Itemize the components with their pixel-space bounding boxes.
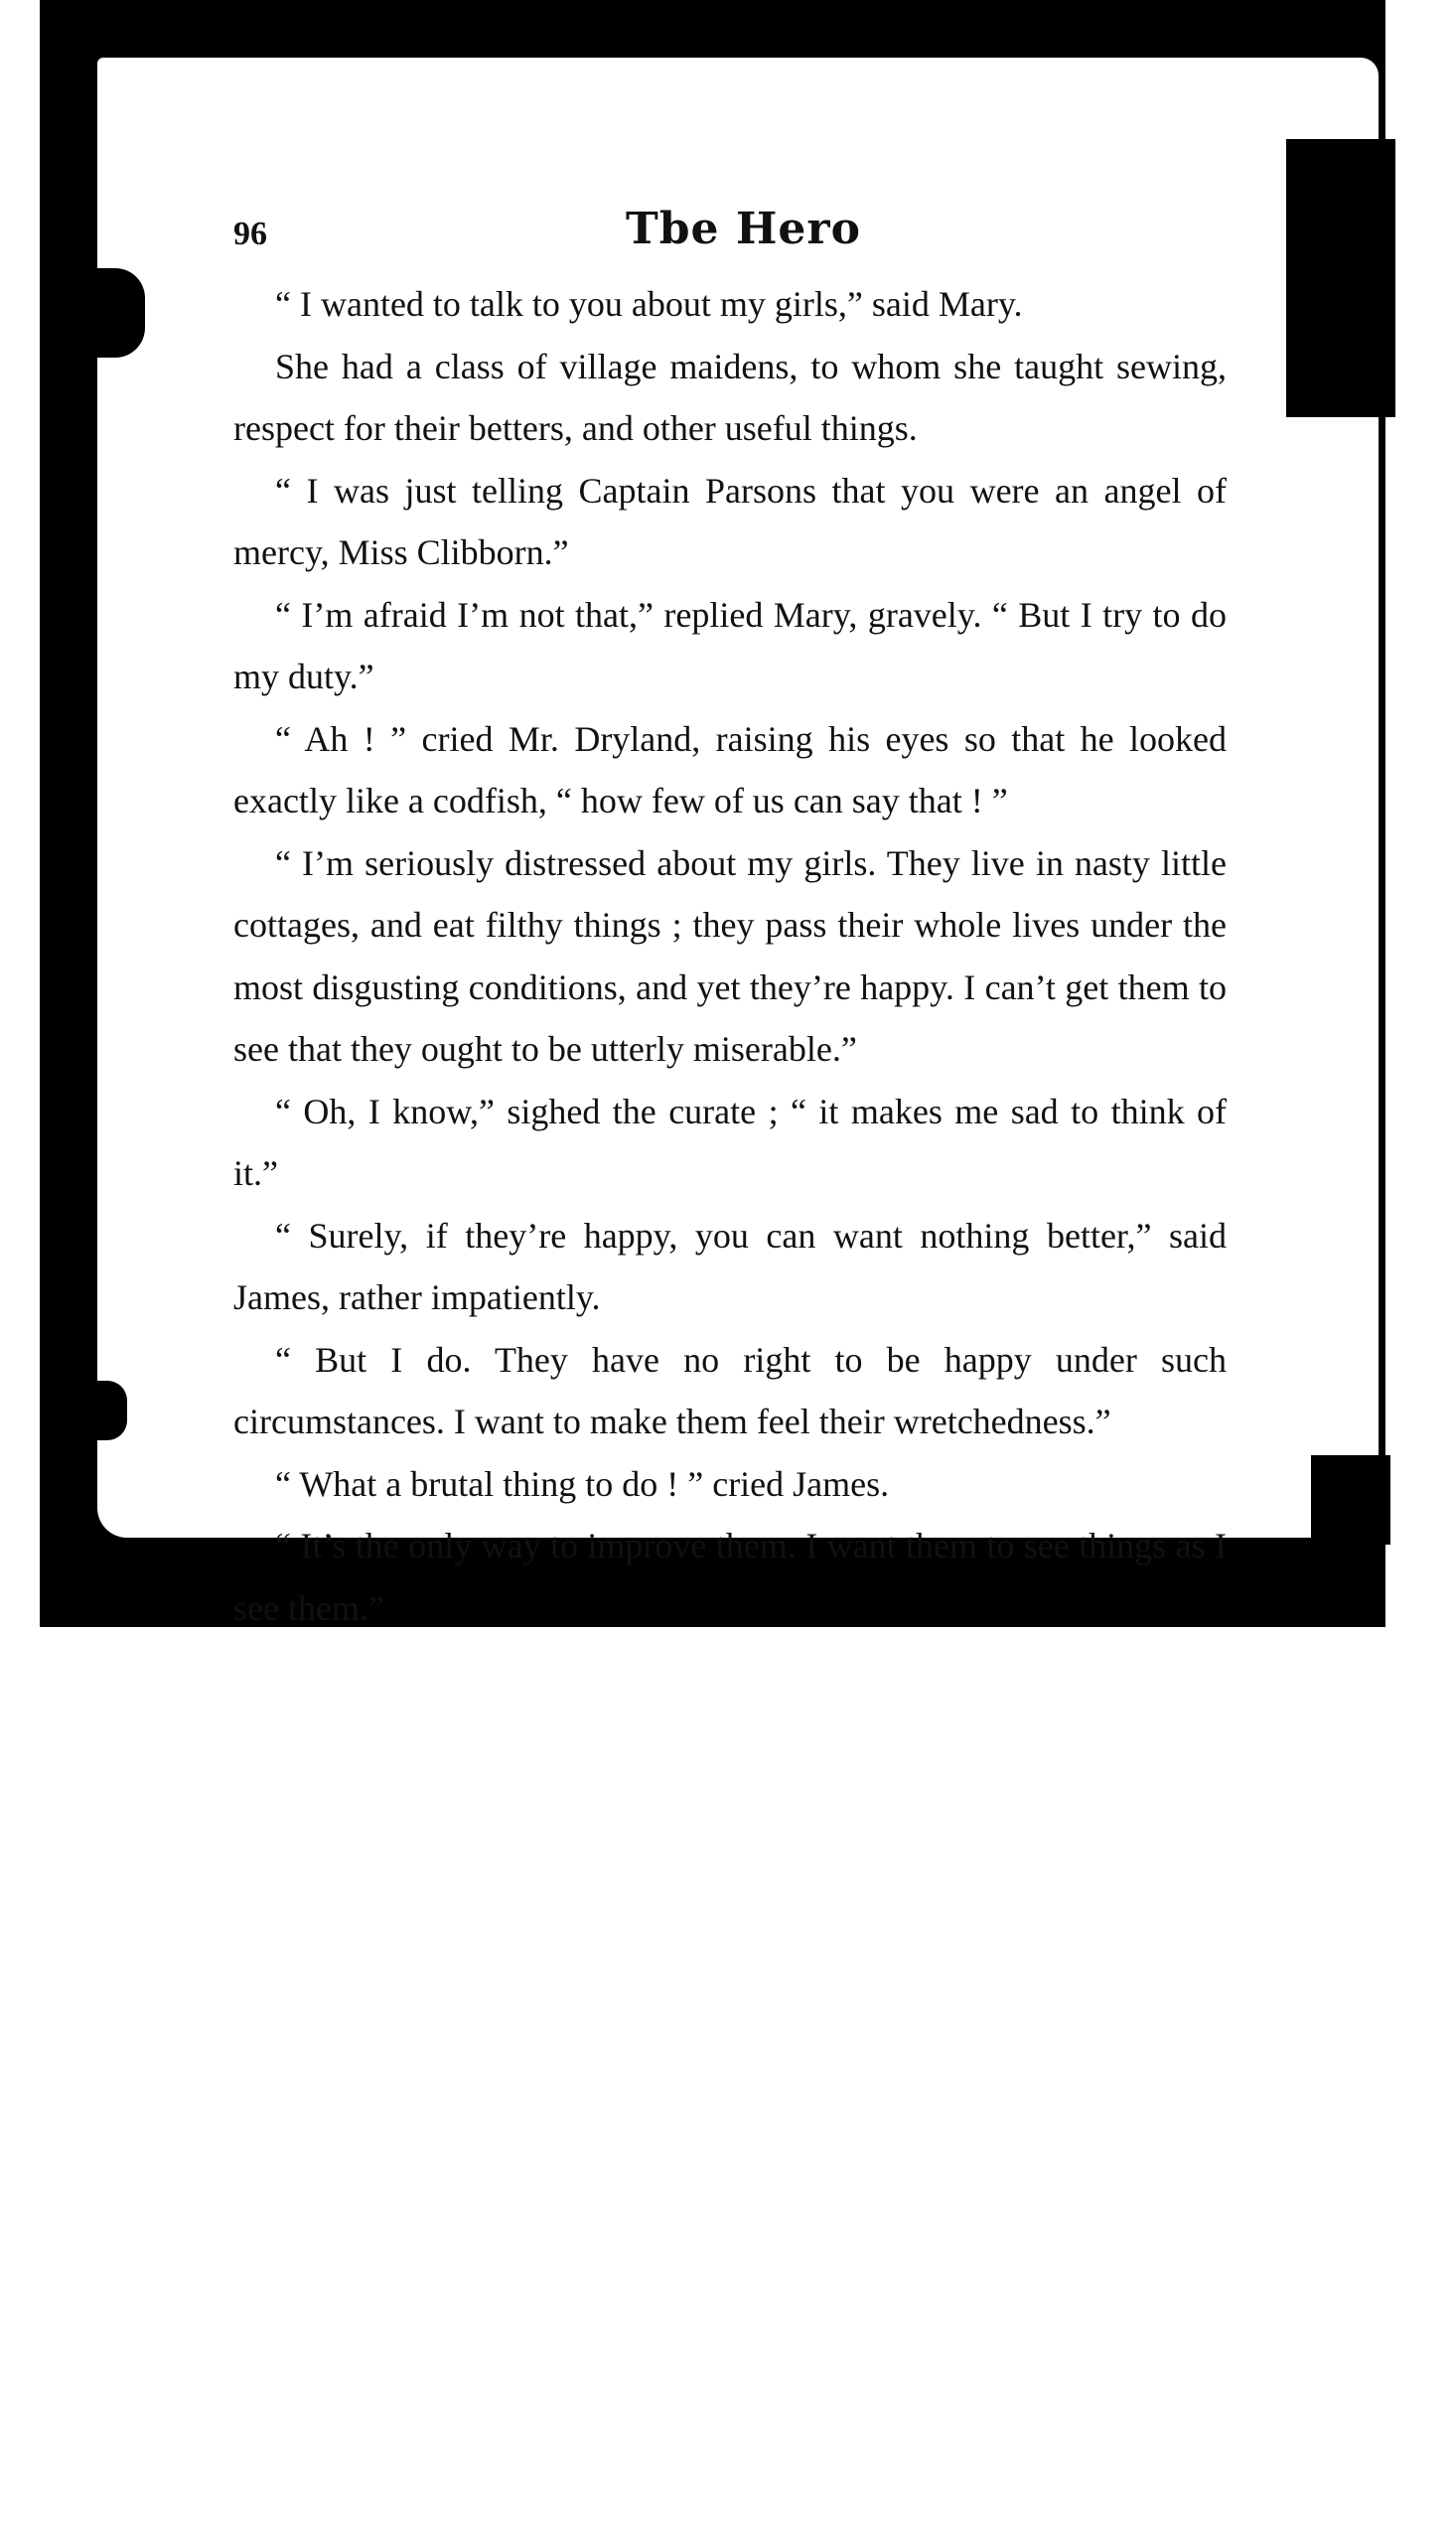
torn-edge (97, 1381, 127, 1440)
paragraph: “ I wanted to talk to you about my girls,” said Mary. (275, 284, 1023, 324)
paragraph: “ I’m afraid I’m not that,” replied Mary, gravely. “ But I try to do my duty.” (233, 594, 1227, 696)
running-head (233, 204, 1227, 273)
torn-edge (507, 0, 626, 48)
torn-edge (97, 268, 145, 358)
torn-edge (417, 0, 487, 58)
paragraph: “ It’s the only way to improve them. I want them to see things as I see them.” (233, 1526, 1227, 1628)
torn-edge (1286, 139, 1395, 417)
torn-edge (1311, 1455, 1390, 1545)
paragraph: She had a class of village maidens, to whom she taught sewing, respect for their betters, and other useful things. (233, 346, 1227, 448)
paragraph: “ I’m seriously distressed about my girls. They live in nasty little cottages, and eat filthy things ; they pass their whole lives under the most disgusting conditions, and yet they’re happy. I can’t get them to see that they ought to be utterly miserable.” (233, 842, 1227, 1069)
page-text-block (233, 204, 1227, 1639)
page-number: 96 (233, 216, 267, 252)
running-title: Tbe Hero (626, 204, 861, 254)
paragraph: “ What a brutal thing to do ! ” cried James. (275, 1463, 890, 1504)
paragraph: “ But I do. They have no right to be happy under such circumstances. I want to make them feel their wretchedness.” (233, 1339, 1227, 1441)
paragraph: “ I was just telling Captain Parsons that you were an angel of mercy, Miss Clibborn.” (233, 470, 1227, 572)
paragraph: “ Surely, if they’re happy, you can want nothing better,” said James, rather impatiently. (233, 1215, 1227, 1317)
paragraph: “ Ah ! ” cried Mr. Dryland, raising his eyes so that he looked exactly like a codfish, “ how few of us can say that ! ” (233, 718, 1227, 820)
paragraph: “ Oh, I know,” sighed the curate ; “ it makes me sad to think of it.” (233, 1091, 1227, 1193)
